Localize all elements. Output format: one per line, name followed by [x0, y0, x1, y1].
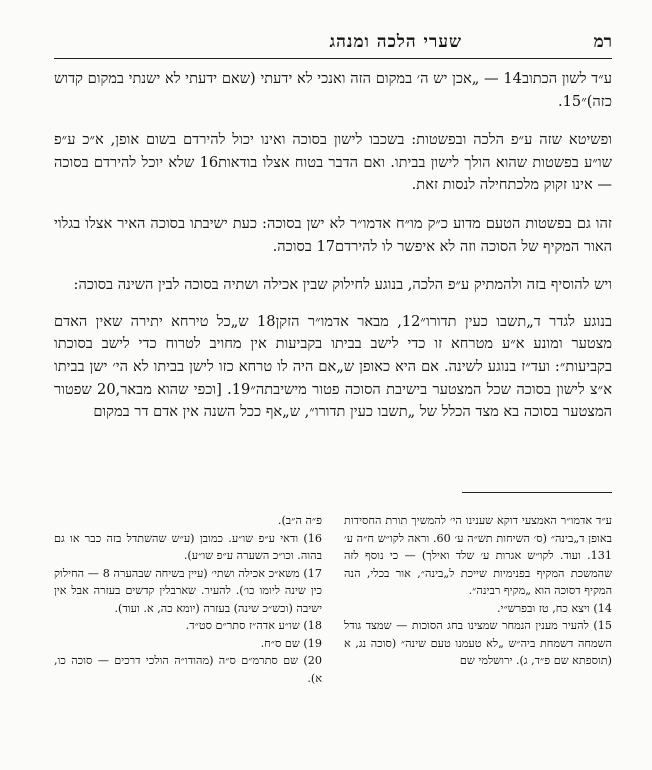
paragraph: ע״ד לשון הכתוב14 — „אכן יש ה׳ במקום הזה ואנכי לא ידעתי (שאם ידעתי לא ישנתי במקום קדוש כזה)״15. — [54, 70, 612, 110]
paragraph: בנוגע לגדר ד„תשבו כעין תדורו״12, מבאר אדמו״ר הזקן18 ש„כל טירחא יתירה שאין האדם מצטער ומונע א״ע מטרחא זו כדי לישב בביתו בקביעות אין מחויב לטרוח כדי לישב בסוכתו בקביעות״: ועד״ז בנוגע לשינה. אם היא כאופן ש„אם היה לו טרחא כזו לישן בביתו לא הי׳ ישן בביתו א״צ לישון בסוכה שכל המצטער בישיבת הסוכה פטור מישיבתה״19. [וכפי שהוא מבאר,20 שפטור המצטער בסוכה בא מצד הכלל של „תשבו כעין תדורו״, ש„אף ככל השנה אין אדם דר במקום — [54, 312, 612, 421]
footnote: פ״ה ה״ב). — [277, 514, 322, 527]
footnote: 17) משא״כ אכילה ושתי׳ (עיין בשיחה שבהערה 8 — החילוק כין שינה ליומו כו׳). להעיר. שארבלין קדשים בעזרה אבל אין ישיבה (וכש״כ שינה) בעזרה (יומא כה, א. ועוד). — [54, 566, 323, 615]
footnote: 18) שו״ע אדה״ז סתר״ם סט״ד. — [185, 619, 322, 632]
footnote: 19) שם ס״ח. — [260, 636, 322, 650]
footnote: 20) שם סתרמ״ם ס״ה (מהודו״ה הולכי דרכים — סוכה כו, א). — [54, 654, 322, 685]
footnotes-right-column — [344, 512, 612, 670]
main-text — [54, 68, 612, 440]
footnote: 14) ויצא כח, טז ובפרש״י. — [496, 601, 612, 615]
footnote-divider — [462, 492, 612, 493]
footnote: 16) ודאי ע״פ שו״ע. כמובן (ע״ש שהשתדל בזה כבר או גם בהוה. וכו״כ השערה ע״פ שו״ע). — [54, 531, 322, 562]
page-number: רמ — [593, 32, 612, 52]
page-header — [54, 30, 612, 59]
paragraph: זהו גם בפשטות הטעם מדוע כ״ק מו״ח אדמו״ר לא ישן בסוכה: כעת ישיבתו בסוכה האיר אצלו בגלוי האור המקיף של הסוכה וזה לא איפשר לו להירדם17 בסוכה. — [54, 214, 612, 255]
paragraph: ויש להוסיף בזה ולהמתיק ע״פ הלכה, בנוגע לחילוק שבין אכילה ושתיה בסוכה לבין השינה בסוכה: — [73, 276, 612, 294]
footnote: ע״ד אדמו״ר האמצעי דוקא שענינו הי׳ להמשיך תורת החסידות באופן ד„בינה״ (ס׳ השיחות תש״ה ע׳ 60. וראה לקו״ש ח״ה ע׳ 131. ועוד. לקו״ש אגרות ע׳ שלד ואילך) — כי נוסף לזה שהמשכת המקיף בפנימיות שייכת ל„בינה״, אור בכלי, הנה המקיף דסוכה הוא „מקיף רבינה״. — [344, 514, 612, 597]
running-title: שערי הלכה ומנהג — [329, 32, 462, 52]
paragraph: ופשיטא שזה ע״פ הלכה ובפשטות: בשכבו לישון בסוכה ואינו יכול להירדם בשום אופן, א״כ ע״פ שו״ע בפשטות שהוא הולך לישון בביתו. ואם הדבר בטוח אצלו בודאות16 שלא יוכל להירדם בסוכה — אינו זקוק מלכתחילה לנסות זאת. — [54, 131, 612, 194]
footnotes-left-column — [54, 512, 322, 687]
footnote: 15) להעיר מענין הנמחר שמצינו בחג הסוכות — שמצד גודל השמחה דשמחת ביה״ש „לא טעמנו טעם שינה״ (סוכה נג, א (תוספתא שם פ״ד, ג). ירושלמי שם — [344, 619, 612, 667]
